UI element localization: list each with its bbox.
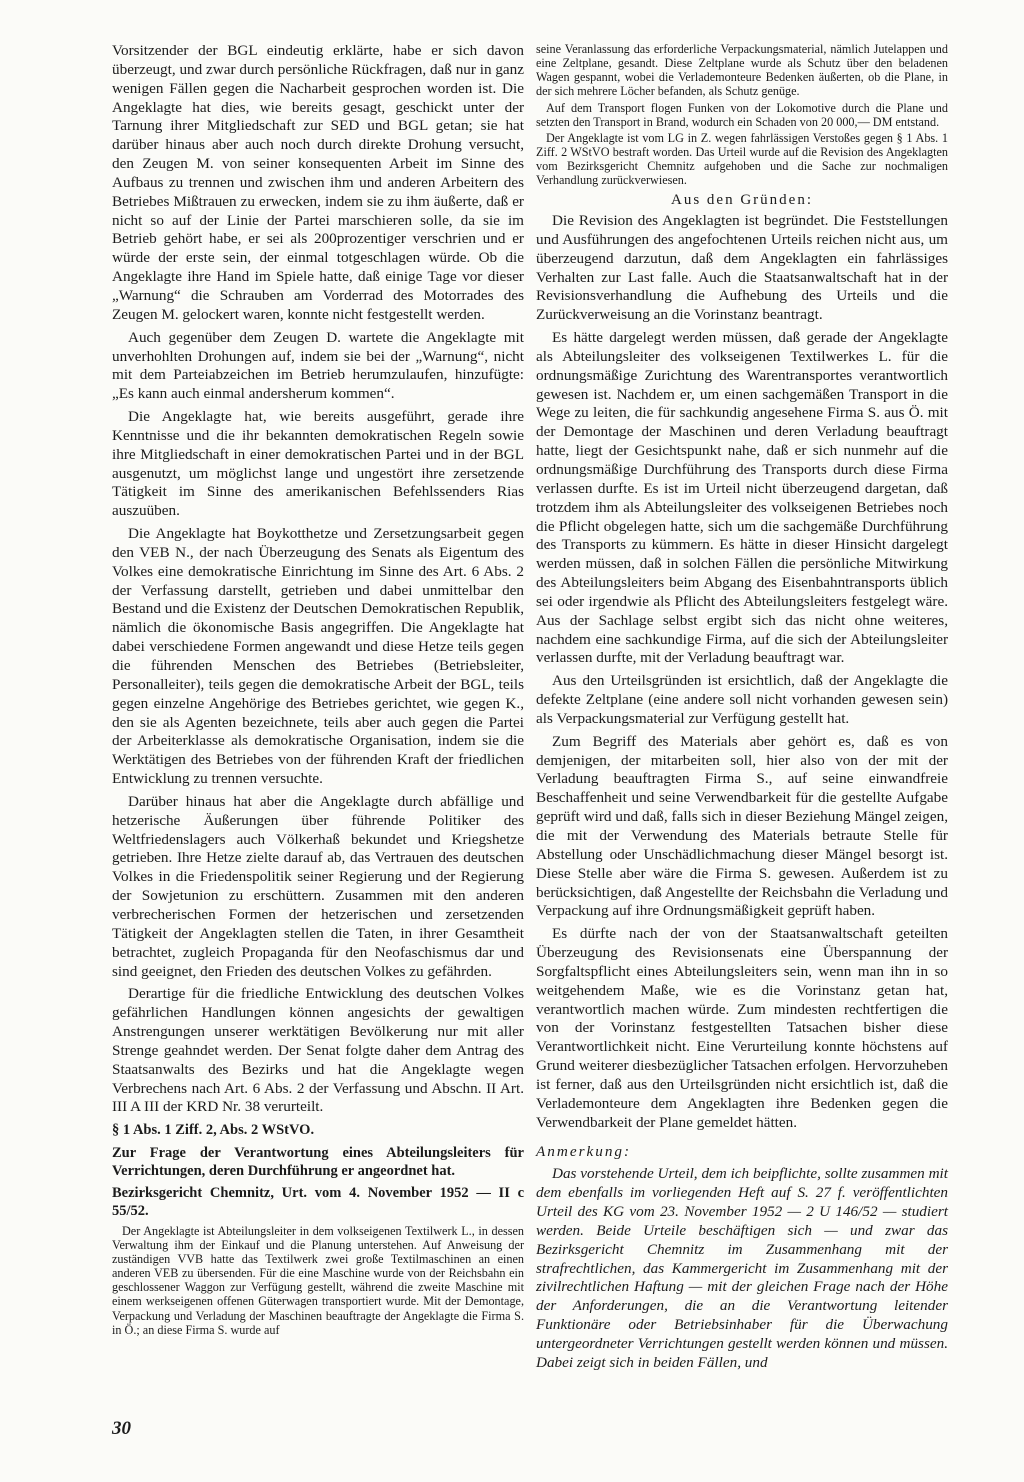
left-column (112, 42, 524, 1339)
paragraph: Aus den Urteilsgründen ist ersichtlich, daß der Angeklagte die defekte Zeltplane (eine andere soll nicht vorhanden gewesen sein) als Verpackungsmaterial zur Verfügung gestellt hat. (536, 672, 948, 727)
summary-paragraph: Der Angeklagte ist Abteilungsleiter in dem volkseigenen Textilwerk L., in dessen Verwaltung ihm der Einkauf und die Planung unterstehen. Auf Anweisung der zuständigen VVB hatte das Textilwerk zwei große Textilmaschinen an einen anderen VEB zu übersenden. Für die eine Maschine wurde von der Reichsbahn ein geschlossener Waggon zur Verfügung gestellt, während die zweite Maschine mit einem werkseigenen offenen Güterwagen transportiert wurde. Mit der Demontage, Verpackung und Verladung der Maschinen beauftragte der Angeklagte die Firma S. in Ö.; an diese Firma S. wurde auf (112, 1223, 524, 1337)
paragraph: Die Revision des Angeklagten ist begründet. Die Feststellungen und Ausführungen des angefochtenen Urteils reichen nicht aus, um überzeugend darzutun, daß dem Angeklagten ein fahrlässiges Verhalten zur Last falle. Auch die Staatsanwaltschaft hat in der Revisionsverhandlung die Aufhebung des Urteils und die Zurückverweisung an die Vorinstanz beantragt. (536, 212, 948, 324)
law-reference-heading: § 1 Abs. 1 Ziff. 2, Abs. 2 WStVO. (112, 1122, 315, 1139)
annotation-paragraph: Das vorstehende Urteil, dem ich beipflichte, sollte zusammen mit dem ebenfalls im vorliegenden Heft auf S. 27 f. veröffentlichten Urteil des KG vom 23. November 1952 — 2 U 146/52 — studiert werden. Beide Urteile beschäftigen sich — und zwar das Bezirksgericht Chemnitz im Zusammenhang mit der strafrechtlichen, das Kammergericht im Zusammenhang mit der zivilrechtlichen Haftung — mit der gleichen Frage nach der Höhe der Anforderungen, die an die Verantwortung leitender Funktionäre oder Betriebsinhaber für die Überwachung untergeordneter Verrichtungen gestellt werden können und müssen. Dabei zeigt sich in beiden Fällen, und (536, 1165, 948, 1371)
left-body (112, 42, 524, 1117)
paragraph: Die Angeklagte hat, wie bereits ausgeführt, gerade ihre Kenntnisse und die ihr bekannten demokratischen Regeln sowie ihre Mitgliedschaft in einer demokratischen Partei und in der BGL ausgenutzt, um möglichst lange und ungestört ihre zersetzende Tätigkeit im Sinne des amerikanischen Befehlssenders Rias auszuüben. (112, 408, 524, 520)
annotation-label: Anmerkung: (536, 1142, 632, 1160)
summary-paragraph: Der Angeklagte ist vom LG in Z. wegen fahrlässigen Verstoßes gegen § 1 Abs. 1 Ziff. 2 WStVO bestraft worden. Das Urteil wurde auf die Revision des Angeklagten vom Bezirksgericht Chemnitz aufgehoben und die Sache zur nochmaligen Verhandlung zurückverwiesen. (536, 130, 948, 188)
annotation (536, 1165, 948, 1372)
paragraph: Es dürfte nach der von der Staatsanwaltschaft geteilten Überzeugung des Revisionsenats eine Überspannung der Sorgfaltspflicht eines Abteilungsleiters sein, wenn man ihn in so weitgehendem Maße, wie es die Vorinstanz getan hat, verantwortlich machen würde. Zum mindesten rechtfertigen die von der Vorinstanz festgestellten Tatsachen bisher diese Verantwortlichkeit nicht. Eine Verurteilung konnte höchstens auf Grund weiterer diesbezüglicher Tatsachen erfolgen. Hervorzuheben ist ferner, daß aus den Urteilsgründen nicht ersichtlich ist, daß die Verlademonteure dem Angeklagten ihre Bedenken gegen die Verwendbarkeit der Plane gemeldet hätten. (536, 925, 948, 1131)
paragraph: Zum Begriff des Materials aber gehört es, daß es von demjenigen, der mitarbeiten soll, hier also von der mit der Verladung beauftragten Firma S., auf seine einwandfreie Beschaffenheit und seine Verwendbarkeit für die gestellte Aufgabe geprüft wird und daß, falls sich in dieser Beziehung Mängel zeigen, die mit der Verwendung des Materials betraute Stelle für Abstellung oder Unschädlichmachung dieser Mängel besorgt ist. Diese Stelle aber wäre die Firma S. gewesen. Außerdem ist zu berücksichtigen, daß Angestellte der Reichsbahn die Verladung und Verpackung auf ihre Ordnungsmäßigkeit geprüft haben. (536, 732, 948, 920)
question-heading: Zur Frage der Verantwortung eines Abteilungsleiters für Verrichtungen, deren Durchführung er angeordnet hat. (112, 1144, 524, 1179)
case-summary-continued (536, 42, 948, 187)
paragraph: Darüber hinaus hat aber die Angeklagte durch abfällige und hetzerische Äußerungen über führende Politiker des Weltfriedenslagers auch Völkerhaß bekundet und Kriegshetze getrieben. Ihre Hetze zielte darauf ab, das Vertrauen des deutschen Volkes in die Friedenspolitik seiner Regierung und der Regierung der Sowjetunion zu erschüttern. Zusammen mit den anderen verbrecherischen Formen der hetzerischen und zersetzenden Tätigkeit der Angeklagten stellen die Taten, in ihrer Gesamtheit betrachtet, zugleich Propaganda für den Neofaschismus dar und sind geeignet, den Frieden des deutschen Volkes zu gefährden. (112, 792, 524, 980)
paragraph: Auch gegenüber dem Zeugen D. wartete die Angeklagte mit unverhohlten Drohungen auf, indem sie bei der „Warnung“, nicht mit dem Parteiabzeichen im Betrieb herumzulaufen, hinzufügte: „Es kann auch einmal andersherum kommen“. (112, 328, 524, 403)
paragraph: Es hätte dargelegt werden müssen, daß gerade der Angeklagte als Abteilungsleiter des volkseigenen Textilwerkes L. für die ordnungsmäßige Zurichtung des Warentransportes verantwortlich gewesen ist. Nachdem er, um einen sachgemäßen Transport in die Wege zu leiten, die für sachkundig angesehene Firma S. aus Ö. mit der Demontage der Maschinen und deren Verladung beauftragt hatte, liegt der Gesichtspunkt nahe, daß er sich nunmehr auf die ordnungsmäßige Durchführung des Transports durch diese Firma verlassen durfte. Es ist im Urteil nicht überzeugend dargetan, daß trotzdem ihm als Abteilungsleiter des volkseigenen Betriebes noch die Pflicht obgelegen hatte, sich um die sachgemäße Durchführung des Transports zu kümmern. Es hätte in dieser Hinsicht dargelegt werden müssen, daß in solchen Fällen die persönliche Mitwirkung des Abteilungsleiters beim Abgang des Eisenbahntransports üblich sei oder irgendwie als Pflicht des Abteilungsleiters festgelegt wäre. Aus der Sachlage selbst ergibt sich das nicht ohne weiteres, nachdem eine sachkundige Firma, auf die sich der Abteilungsleiter verlassen durfte, mit der Verladung beauftragt war. (536, 329, 948, 667)
summary-paragraph: Auf dem Transport flogen Funken von der Lokomotive durch die Plane und setzten den Transport in Brand, wodurch ein Schaden von 20 000,— DM entstand. (536, 100, 948, 129)
grounds-body (536, 212, 948, 1373)
page-number: 30 (112, 1418, 131, 1439)
court-heading: Bezirksgericht Chemnitz, Urt. vom 4. November 1952 — II c 55/52. (112, 1185, 524, 1219)
case-summary (112, 1224, 524, 1337)
grounds-title: Aus den Gründen: (671, 192, 813, 209)
paragraph: Derartige für die friedliche Entwicklung des deutschen Volkes gefährlichen Handlungen können angesichts der gewaltigen Anstrengungen unserer werktätigen Bevölkerung nur mit aller Strenge geahndet werden. Der Senat folgte daher dem Antrag des Staatsanwalts des Bezirks und hat die Angeklagte wegen Verbrechens nach Art. 6 Abs. 2 der Verfassung und Abschn. II Art. III A III der KRD Nr. 38 verurteilt. (112, 985, 524, 1116)
summary-paragraph: seine Veranlassung das erforderliche Verpackungsmaterial, nämlich Jutelappen und eine Zeltplane, gesandt. Diese Zeltplane wurde als Schutz über den beladenen Wagen gespannt, wobei die Verlademonteure Bedenken äußerten, ob die Plane, in der sich mehrere Löcher befanden, als Schutz genüge. (536, 42, 948, 99)
paragraph: Vorsitzender der BGL eindeutig erklärte, habe er sich davon überzeugt, und zwar durch persönliche Rückfragen, daß nur in ganz wenigen Fällen gegen die Nacharbeit gesprochen worden ist. Die Angeklagte hat dies, wie bereits gesagt, geschickt unter der Tarnung ihrer Mitgliedschaft zur SED und BGL getan; sie hat darüber hinaus aber auch noch durch direkte Drohung versucht, den Zeugen M. von seiner konsequenten Arbeit im Sinne des Aufbaus zu trennen und zwischen ihm und anderen Arbeitern des Betriebes Mißtrauen zu erwecken, indem sie zu ihm äußerte, daß er nicht so auf der Linie der Partei marschieren solle, da sie im Betrieb gehört habe, er sei als 200prozentiger verschrien und er würde der erste sein, der einmal totgeschlagen würde. Ob die Angeklagte ihre Hand im Spiele hatte, daß einige Tage vor dieser „Warnung“ die Schrauben am Vorderrad des Motorrades des Zeugen M. gelockert waren, konnte nicht festgestellt werden. (112, 42, 525, 323)
right-column (536, 42, 948, 1377)
paragraph: Die Angeklagte hat Boykotthetze und Zersetzungsarbeit gegen den VEB N., der nach Überzeugung des Senats als Eigentum des Volkes eine demokratische Einrichtung im Sinne des Art. 6 Abs. 2 der Verfassung darstellt, getrieben und dabei unmittelbar den Bestand und die Existenz der Deutschen Demokratischen Republik, nämlich die ökonomische Basis angegriffen. Die Angeklagte hat dabei verschiedene Formen angewandt und diese Hetze teils gegen die führenden Menschen des Betriebes (Betriebsleiter, Personalleiter), teils gegen die demokratische Arbeit der BGL, teils gegen einzelne Angehörige des Betriebes gerichtet, wie gegen K., den sie als Agenten bezeichnete, teils aber auch gegen die Partei der Arbeiterklasse als demokratische Organisation, indem sie die Werktätigen des Betriebes von der führenden Kraft der friedlichen Entwicklung zu trennen versuchte. (112, 525, 524, 788)
